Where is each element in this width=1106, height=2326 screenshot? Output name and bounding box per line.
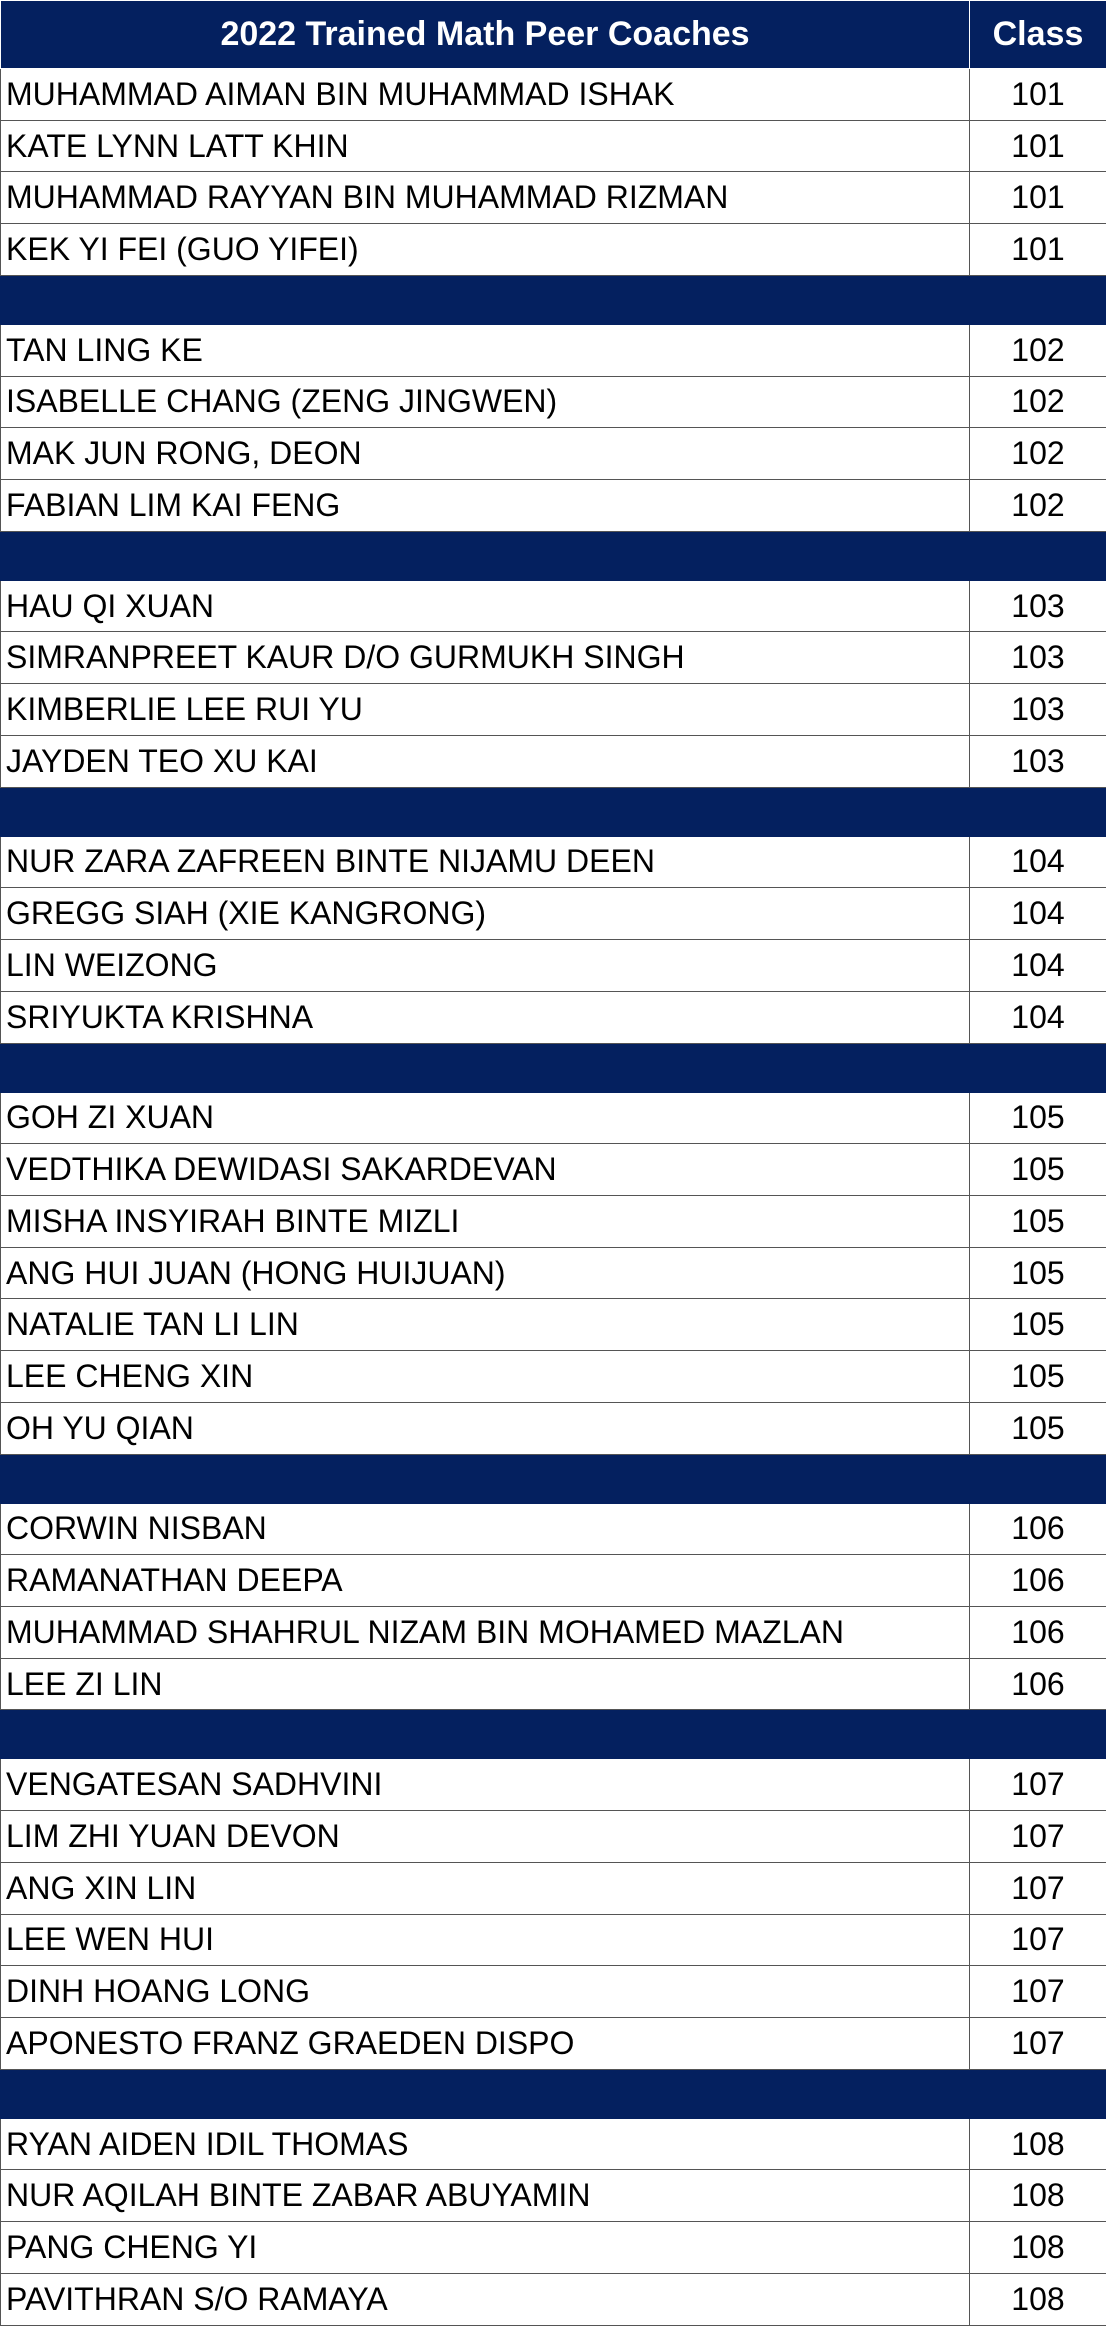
student-name-cell: TAN LING KE <box>1 324 970 376</box>
separator-cell <box>970 531 1106 580</box>
table-row <box>1 1351 1106 1403</box>
class-cell: 103 <box>970 580 1106 632</box>
table-row <box>1 684 1106 736</box>
student-name-cell: MUHAMMAD AIMAN BIN MUHAMMAD ISHAK <box>1 69 970 121</box>
table-row <box>1 1914 1106 1966</box>
class-cell: 106 <box>970 1555 1106 1607</box>
class-cell: 104 <box>970 888 1106 940</box>
table-row <box>1 836 1106 888</box>
separator-cell <box>970 1043 1106 1092</box>
student-name-cell: LIM ZHI YUAN DEVON <box>1 1811 970 1863</box>
table-row <box>1 2273 1106 2325</box>
student-name-cell: FABIAN LIM KAI FENG <box>1 480 970 532</box>
table-body <box>1 1 1106 2326</box>
student-name-cell: NUR AQILAH BINTE ZABAR ABUYAMIN <box>1 2170 970 2222</box>
table-row <box>1 1144 1106 1196</box>
table-row <box>1 580 1106 632</box>
separator-cell <box>970 1710 1106 1759</box>
table-row <box>1 324 1106 376</box>
class-cell: 106 <box>970 1658 1106 1710</box>
class-cell: 102 <box>970 324 1106 376</box>
student-name-cell: NATALIE TAN LI LIN <box>1 1299 970 1351</box>
separator-cell <box>1 531 970 580</box>
student-name-cell: MAK JUN RONG, DEON <box>1 428 970 480</box>
table-row <box>1 632 1106 684</box>
separator-cell <box>1 1454 970 1503</box>
group-separator-row <box>1 787 1106 836</box>
student-name-cell: MISHA INSYIRAH BINTE MIZLI <box>1 1195 970 1247</box>
student-name-cell: KIMBERLIE LEE RUI YU <box>1 684 970 736</box>
class-cell: 108 <box>970 2118 1106 2170</box>
table-row <box>1 1092 1106 1144</box>
group-separator-row <box>1 1043 1106 1092</box>
student-name-cell: GREGG SIAH (XIE KANGRONG) <box>1 888 970 940</box>
student-name-cell: APONESTO FRANZ GRAEDEN DISPO <box>1 2018 970 2070</box>
class-column-header: Class <box>970 1 1106 69</box>
class-cell: 101 <box>970 69 1106 121</box>
separator-cell <box>1 2069 970 2118</box>
table-row <box>1 2018 1106 2070</box>
table-row <box>1 2222 1106 2274</box>
table-row <box>1 1759 1106 1811</box>
class-cell: 103 <box>970 684 1106 736</box>
table-row <box>1 1195 1106 1247</box>
student-name-cell: ANG HUI JUAN (HONG HUIJUAN) <box>1 1247 970 1299</box>
group-separator-row <box>1 1710 1106 1759</box>
student-name-cell: NUR ZARA ZAFREEN BINTE NIJAMU DEEN <box>1 836 970 888</box>
student-name-cell: LIN WEIZONG <box>1 940 970 992</box>
student-name-cell: SRIYUKTA KRISHNA <box>1 991 970 1043</box>
table-row <box>1 1966 1106 2018</box>
table-row <box>1 1247 1106 1299</box>
table-row <box>1 2118 1106 2170</box>
class-cell: 107 <box>970 1966 1106 2018</box>
class-cell: 101 <box>970 224 1106 276</box>
class-cell: 102 <box>970 480 1106 532</box>
table-row <box>1 1811 1106 1863</box>
class-cell: 107 <box>970 1811 1106 1863</box>
student-name-cell: SIMRANPREET KAUR D/O GURMUKH SINGH <box>1 632 970 684</box>
class-cell: 101 <box>970 172 1106 224</box>
student-name-cell: PANG CHENG YI <box>1 2222 970 2274</box>
student-name-cell: RAMANATHAN DEEPA <box>1 1555 970 1607</box>
class-cell: 103 <box>970 632 1106 684</box>
table-row <box>1 428 1106 480</box>
table-row <box>1 172 1106 224</box>
class-cell: 104 <box>970 991 1106 1043</box>
student-name-cell: CORWIN NISBAN <box>1 1503 970 1555</box>
student-name-cell: JAYDEN TEO XU KAI <box>1 735 970 787</box>
table-row <box>1 376 1106 428</box>
student-name-cell: MUHAMMAD RAYYAN BIN MUHAMMAD RIZMAN <box>1 172 970 224</box>
class-cell: 107 <box>970 1914 1106 1966</box>
student-name-cell: MUHAMMAD SHAHRUL NIZAM BIN MOHAMED MAZLAN <box>1 1606 970 1658</box>
table-row <box>1 480 1106 532</box>
class-cell: 106 <box>970 1503 1106 1555</box>
group-separator-row <box>1 275 1106 324</box>
student-name-cell: VENGATESAN SADHVINI <box>1 1759 970 1811</box>
student-name-cell: OH YU QIAN <box>1 1402 970 1454</box>
separator-cell <box>970 787 1106 836</box>
table-row <box>1 1658 1106 1710</box>
class-cell: 102 <box>970 428 1106 480</box>
class-cell: 105 <box>970 1351 1106 1403</box>
table-row <box>1 888 1106 940</box>
table-row <box>1 1402 1106 1454</box>
group-separator-row <box>1 2069 1106 2118</box>
class-cell: 105 <box>970 1195 1106 1247</box>
student-name-cell: PAVITHRAN S/O RAMAYA <box>1 2273 970 2325</box>
class-cell: 104 <box>970 940 1106 992</box>
table-row <box>1 1299 1106 1351</box>
class-cell: 107 <box>970 1759 1106 1811</box>
student-name-cell: VEDTHIKA DEWIDASI SAKARDEVAN <box>1 1144 970 1196</box>
class-cell: 106 <box>970 1606 1106 1658</box>
class-cell: 105 <box>970 1144 1106 1196</box>
student-name-cell: HAU QI XUAN <box>1 580 970 632</box>
table-row <box>1 940 1106 992</box>
group-separator-row <box>1 1454 1106 1503</box>
class-cell: 103 <box>970 735 1106 787</box>
class-cell: 104 <box>970 836 1106 888</box>
student-name-cell: ANG XIN LIN <box>1 1862 970 1914</box>
student-name-cell: LEE WEN HUI <box>1 1914 970 1966</box>
class-cell: 101 <box>970 120 1106 172</box>
student-name-cell: KEK YI FEI (GUO YIFEI) <box>1 224 970 276</box>
class-cell: 107 <box>970 2018 1106 2070</box>
separator-cell <box>1 275 970 324</box>
table-row <box>1 735 1106 787</box>
table-row <box>1 69 1106 121</box>
table-title: 2022 Trained Math Peer Coaches <box>1 1 970 69</box>
group-separator-row <box>1 531 1106 580</box>
table-row <box>1 2170 1106 2222</box>
table-row <box>1 1555 1106 1607</box>
table-row <box>1 1503 1106 1555</box>
class-cell: 105 <box>970 1402 1106 1454</box>
student-name-cell: LEE CHENG XIN <box>1 1351 970 1403</box>
student-name-cell: LEE ZI LIN <box>1 1658 970 1710</box>
student-name-cell: ISABELLE CHANG (ZENG JINGWEN) <box>1 376 970 428</box>
table-row <box>1 224 1106 276</box>
separator-cell <box>1 1043 970 1092</box>
separator-cell <box>1 787 970 836</box>
separator-cell <box>970 2069 1106 2118</box>
class-cell: 107 <box>970 1862 1106 1914</box>
separator-cell <box>1 1710 970 1759</box>
table-header-row <box>1 1 1106 69</box>
class-cell: 105 <box>970 1092 1106 1144</box>
separator-cell <box>970 275 1106 324</box>
class-cell: 108 <box>970 2170 1106 2222</box>
table-row <box>1 991 1106 1043</box>
student-name-cell: KATE LYNN LATT KHIN <box>1 120 970 172</box>
table-row <box>1 120 1106 172</box>
class-cell: 108 <box>970 2222 1106 2274</box>
class-cell: 105 <box>970 1247 1106 1299</box>
student-name-cell: GOH ZI XUAN <box>1 1092 970 1144</box>
class-cell: 102 <box>970 376 1106 428</box>
student-name-cell: DINH HOANG LONG <box>1 1966 970 2018</box>
separator-cell <box>970 1454 1106 1503</box>
table-row <box>1 1606 1106 1658</box>
class-cell: 108 <box>970 2273 1106 2325</box>
class-cell: 105 <box>970 1299 1106 1351</box>
table-row <box>1 1862 1106 1914</box>
student-name-cell: RYAN AIDEN IDIL THOMAS <box>1 2118 970 2170</box>
